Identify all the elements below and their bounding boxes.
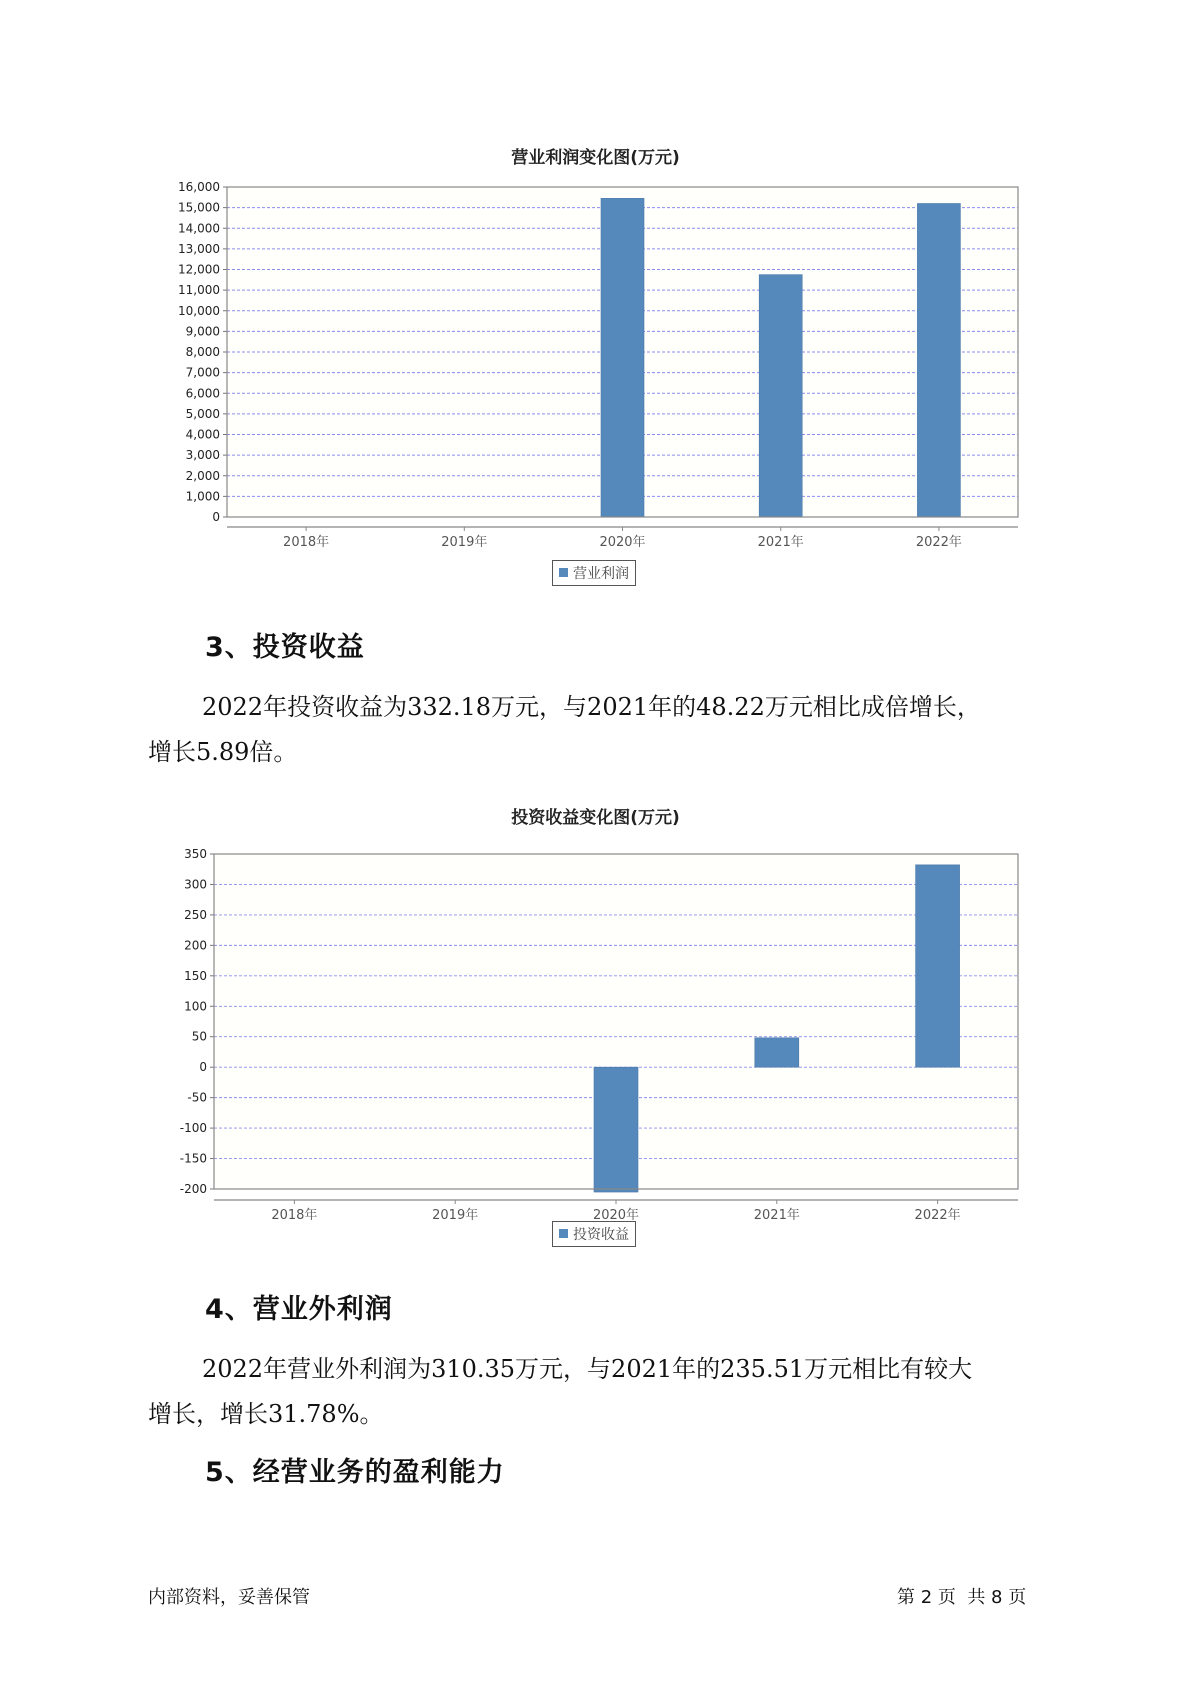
investment-income-chart xyxy=(0,660,1191,1220)
y-tick-label: 300 xyxy=(184,877,207,892)
y-tick-label: 16,000 xyxy=(178,180,220,194)
y-tick-label: 4,000 xyxy=(185,427,220,442)
y-tick-label: 15,000 xyxy=(178,200,220,215)
y-tick-label: 10,000 xyxy=(178,303,220,318)
y-tick-label: 50 xyxy=(191,1029,207,1044)
y-tick-label: 0 xyxy=(199,1060,207,1075)
section4-line1: 2022年营业外利润为310.35万元，与2021年的235.51万元相比有较大 xyxy=(202,1355,973,1383)
bar xyxy=(917,204,960,518)
x-tick-label: 2022年 xyxy=(915,535,962,550)
y-tick-label: 350 xyxy=(184,847,207,861)
y-tick-label: 5,000 xyxy=(185,406,220,421)
bar xyxy=(759,275,802,517)
x-tick-label: 2019年 xyxy=(441,535,488,550)
y-tick-label: -100 xyxy=(179,1121,207,1136)
x-tick-label: 2020年 xyxy=(599,535,646,550)
x-tick-label: 2018年 xyxy=(271,1208,318,1220)
x-tick-label: 2018年 xyxy=(283,535,330,550)
y-tick-label: 3,000 xyxy=(185,448,220,463)
y-tick-label: -50 xyxy=(187,1090,207,1105)
y-tick-label: 8,000 xyxy=(185,345,220,359)
footer-page-number: 第 2 页 共 8 页 xyxy=(897,1587,1027,1608)
y-tick-label: 9,000 xyxy=(185,324,220,339)
bar xyxy=(601,198,644,517)
y-tick-label: -150 xyxy=(179,1151,207,1166)
x-tick-label: 2021年 xyxy=(757,535,804,550)
y-tick-label: 13,000 xyxy=(178,241,220,256)
y-tick-label: 14,000 xyxy=(178,221,220,236)
x-tick-label: 2021年 xyxy=(753,1208,800,1220)
legend-swatch xyxy=(559,1229,568,1238)
chart1-legend-label: 营业利润 xyxy=(573,566,629,582)
bar xyxy=(755,1038,799,1067)
y-tick-label: 6,000 xyxy=(185,386,220,401)
y-tick-label: 1,000 xyxy=(185,489,220,504)
section4-paragraph xyxy=(148,1347,1048,1437)
chart2-legend-label: 投资收益 xyxy=(573,1227,629,1243)
y-tick-label: 100 xyxy=(184,999,207,1014)
y-tick-label: 7,000 xyxy=(185,365,220,380)
y-tick-label: 11,000 xyxy=(178,283,220,298)
chart2-title: 投资收益变化图(万元) xyxy=(511,808,680,828)
bar xyxy=(594,1067,638,1192)
section3-line2: 增长5.89倍。 xyxy=(148,738,298,766)
y-tick-label: 150 xyxy=(184,968,207,983)
section3-heading: 3、投资收益 xyxy=(205,632,365,663)
chart1-title: 营业利润变化图(万元) xyxy=(511,148,680,168)
chart2-legend xyxy=(552,1221,636,1247)
operating-profit-chart xyxy=(0,0,1191,560)
y-tick-label: 2,000 xyxy=(185,468,220,483)
x-tick-label: 2019年 xyxy=(432,1208,479,1220)
y-tick-label: -200 xyxy=(179,1182,207,1196)
chart1-legend xyxy=(552,560,636,586)
y-tick-label: 200 xyxy=(184,938,207,953)
y-tick-label: 12,000 xyxy=(178,262,220,277)
section3-line1: 2022年投资收益为332.18万元，与2021年的48.22万元相比成倍增长， xyxy=(202,693,981,721)
section4-heading: 4、营业外利润 xyxy=(205,1294,393,1325)
x-tick-label: 2020年 xyxy=(592,1208,640,1220)
footer-confidential-note: 内部资料，妥善保管 xyxy=(148,1587,310,1608)
y-tick-label: 0 xyxy=(212,510,220,524)
legend-swatch xyxy=(559,568,568,577)
section5-heading: 5、经营业务的盈利能力 xyxy=(205,1457,505,1488)
section4-line2: 增长，增长31.78%。 xyxy=(148,1400,384,1428)
x-tick-label: 2022年 xyxy=(914,1208,961,1220)
y-tick-label: 250 xyxy=(184,907,207,922)
bar xyxy=(916,865,960,1067)
